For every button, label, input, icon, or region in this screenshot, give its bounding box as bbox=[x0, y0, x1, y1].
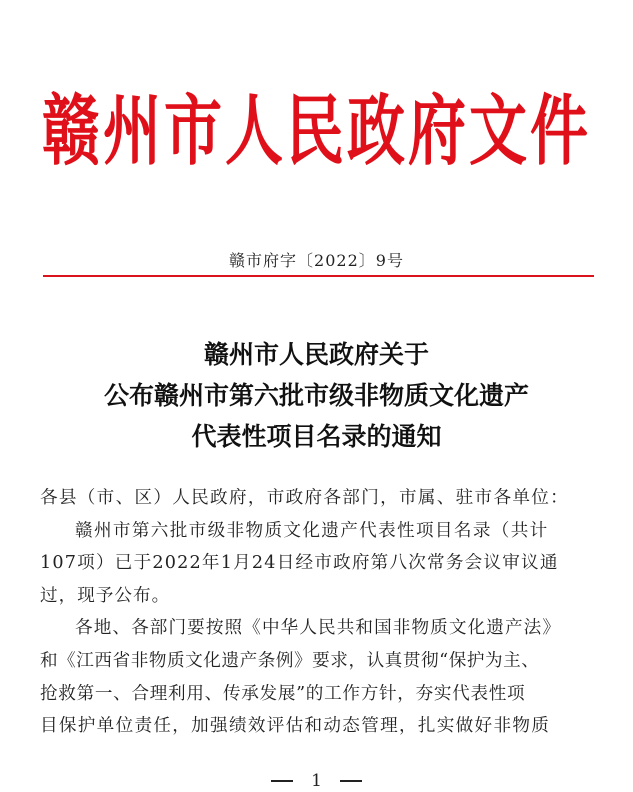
paragraph-2 bbox=[40, 612, 596, 742]
salutation: 各县（市、区）人民政府，市政府各部门，市属、驻市各单位： bbox=[40, 488, 570, 508]
dash-left bbox=[271, 780, 293, 782]
paragraph-line: 107项）已于2022年1月24日经市政府第八次常务会议审议通 bbox=[40, 553, 559, 574]
red-divider-line bbox=[43, 275, 594, 277]
notice-body bbox=[40, 482, 596, 743]
dash-right bbox=[340, 780, 362, 782]
title-line-2: 公布赣州市第六批市级非物质文化遗产 bbox=[103, 381, 529, 410]
title-line-3: 代表性项目名录的通知 bbox=[191, 422, 442, 451]
title-line-1: 赣州市人民政府关于 bbox=[203, 340, 429, 369]
masthead-title: 赣州市人民政府文件 bbox=[41, 86, 591, 176]
paragraph-line: 目保护单位责任，加强绩效评估和动态管理，扎实做好非物质 bbox=[40, 716, 551, 737]
paragraph-1 bbox=[40, 515, 596, 613]
paragraph-line: 赣州市第六批市级非物质文化遗产代表性项目名录（共计 bbox=[75, 520, 549, 541]
paragraph-line: 和《江西省非物质文化遗产条例》要求，认真贯彻“保护为主、 bbox=[40, 650, 540, 671]
notice-title bbox=[0, 334, 633, 457]
document-number: 赣市府字〔2022〕9号 bbox=[229, 251, 404, 270]
page-number: 1 bbox=[311, 771, 322, 791]
paragraph-line: 过，现予公布。 bbox=[40, 585, 171, 606]
paragraph-line: 各地、各部门要按照《中华人民共和国非物质文化遗产法》 bbox=[75, 618, 562, 639]
paragraph-line: 抢救第一、合理利用、传承发展”的工作方针，夯实代表性项 bbox=[40, 683, 526, 704]
page-number-footer bbox=[0, 771, 633, 791]
